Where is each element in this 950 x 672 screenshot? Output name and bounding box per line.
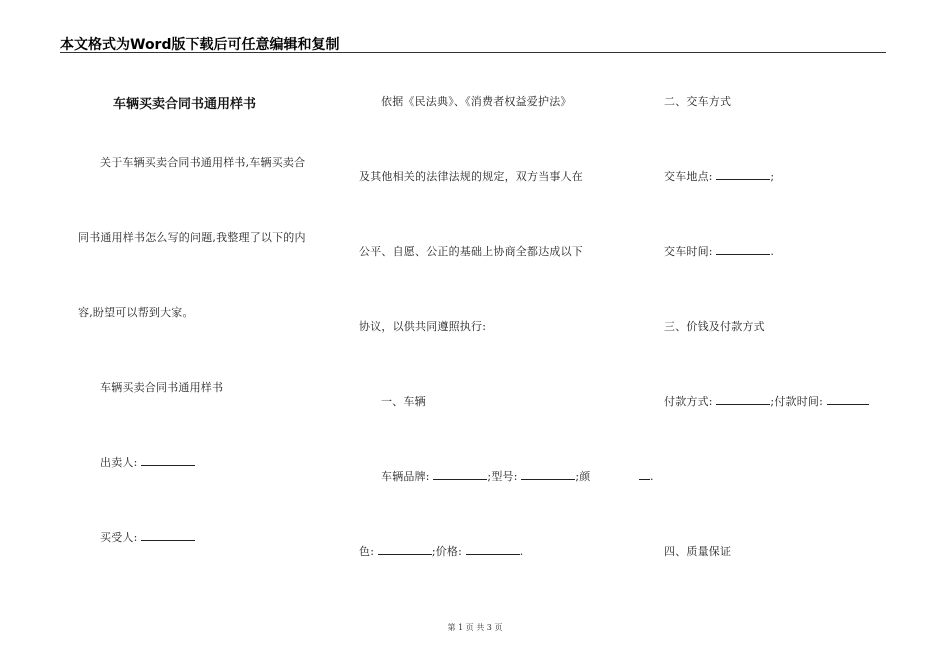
model-blank <box>521 468 575 480</box>
buyer-blank <box>141 529 195 541</box>
basis-line-1: 依据《民法典》、《消费者权益爱护法》 <box>381 95 572 108</box>
payment-time-blank <box>827 393 869 405</box>
payment-time-label: ;付款时间: <box>770 395 824 408</box>
color-blank-end: . <box>650 470 654 483</box>
delivery-place-blank <box>716 168 770 180</box>
delivery-time-field <box>664 243 774 259</box>
section-1-heading: 一、车辆 <box>381 395 426 408</box>
section-3-heading: 三、价钱及付款方式 <box>664 320 765 333</box>
basis-line-2: 及其他相关的法律法规的规定，双方当事人在 <box>359 170 583 183</box>
seller-blank <box>141 454 195 466</box>
intro-line-2: 同书通用样书怎么写的问题,我整理了以下的内 <box>78 231 306 244</box>
contract-subtitle: 车辆买卖合同书通用样书 <box>100 381 224 394</box>
color-blank <box>639 468 650 480</box>
seller-field <box>100 454 195 470</box>
price-end: . <box>519 545 524 558</box>
vehicle-color-price-field <box>359 543 523 559</box>
contract-title: 车辆买卖合同书通用样书 <box>113 97 257 112</box>
color-label-part-1: ;颜 <box>575 470 591 483</box>
model-label: ;型号: <box>487 470 518 483</box>
buyer-label: 买受人: <box>100 531 138 544</box>
intro-line-3: 容,盼望可以帮到大家。 <box>78 306 194 319</box>
delivery-place-end: ; <box>770 170 775 183</box>
intro-line-1: 关于车辆买卖合同书通用样书,车辆买卖合 <box>100 156 306 169</box>
payment-method-label: 付款方式: <box>664 395 713 408</box>
buyer-field <box>100 529 195 545</box>
delivery-place-label: 交车地点: <box>664 170 713 183</box>
document-header-title: 本文格式为Word版下载后可任意编辑和复制 <box>60 37 340 53</box>
vehicle-brand-model-field <box>381 468 590 484</box>
header-rule <box>60 52 886 53</box>
color-value-blank <box>378 543 432 555</box>
color-blank-wrap <box>639 468 654 483</box>
payment-method-blank <box>716 393 770 405</box>
seller-label: 出卖人: <box>100 456 138 469</box>
price-label: ;价格: <box>431 545 463 558</box>
basis-line-4: 协议，以供共同遵照执行: <box>359 320 487 333</box>
payment-field <box>664 393 869 409</box>
color-label-part-2: 色: <box>359 545 375 558</box>
delivery-time-blank <box>716 243 770 255</box>
section-4-heading: 四、质量保证 <box>664 545 732 558</box>
delivery-time-end: . <box>770 245 775 258</box>
basis-line-3: 公平、自愿、公正的基础上协商全都达成以下 <box>359 245 583 258</box>
brand-blank <box>433 468 487 480</box>
price-blank <box>466 543 520 555</box>
brand-label: 车辆品牌: <box>381 470 430 483</box>
delivery-time-label: 交车时间: <box>664 245 713 258</box>
delivery-place-field <box>664 168 774 184</box>
section-2-heading: 二、交车方式 <box>664 95 732 108</box>
page-number: 第 1 页 共 3 页 <box>447 623 503 632</box>
